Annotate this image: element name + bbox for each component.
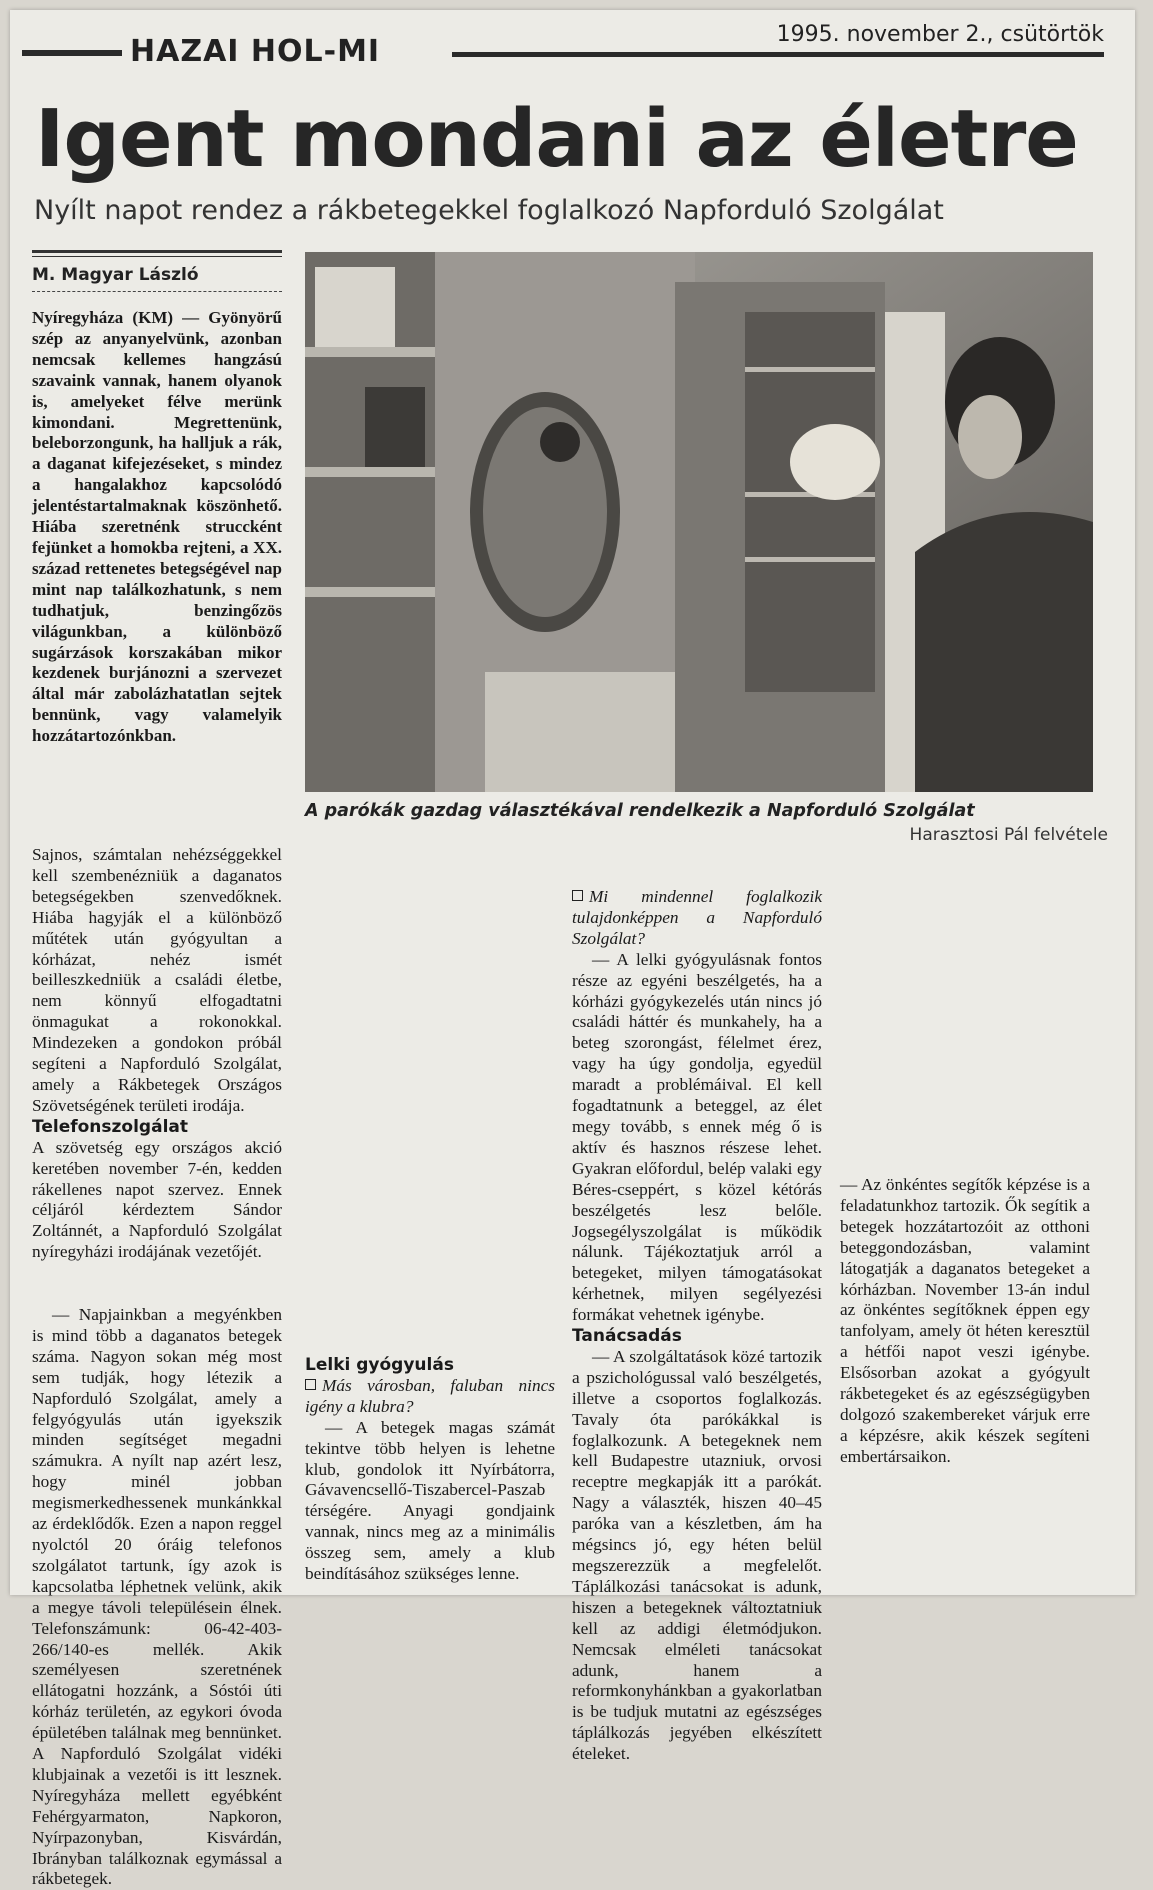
byline-block bbox=[32, 250, 282, 295]
section-bar bbox=[22, 22, 1104, 69]
column-1-continued bbox=[32, 1305, 282, 1889]
question-box-icon bbox=[572, 890, 583, 901]
col3-paragraph-1: — A lelki gyógyulásnak fontos része az egyéni beszélgetés, ha a kórházi gyógykezelés után nincs jó családi háttér és munkahely, ha a beteg szorongást, félelmet érez, vagy ha úgy gondolja, egyedül maradt a problémáival. El kell fogadtatnunk a beteggel, az élet megy tovább, s ennek még ő is aktív és hasznos részese lehet. Gyakran előfordul, belép valaki egy Béres-cseppért, s közel kétórás beszélgetés lesz belőle. Jogsegélyszolgálat is működik nálunk. Tájékoztatjuk arról a betegeket, milyen támogatásokat kérhetnek, milyen segélyezési formákat vehetnek igénybe. bbox=[572, 949, 822, 1325]
col4-paragraph-2: — Az önkéntes segítők képzése is a feladatunkhoz tartozik. Ők segítik a betegek hozzátartozóit az otthoni beteggondozásban, valamint látogatják a daganatos betegeket a kórházban. November 13-án indul az önkéntes segítőknek éppen egy tanfolyam, amely öt héten keresztül a hétfői napot veszi igénybe. Elsősorban azokat a gyógyult rákbetegeket és az egészségügyben dolgozó szakembereket várjuk erre a képzésre, akik készek segíteni embertársaikon. bbox=[840, 1175, 1090, 1466]
byline-rule-bottom bbox=[32, 291, 282, 295]
question-1-text: Más városban, faluban nincs igény a klubra? bbox=[305, 1375, 555, 1416]
col2-paragraph-1: — A betegek magas számát tekintve több helyen is lehetne klub, gondolok itt Nyírbátorra, Gávavencsellő-Tiszabercel-Paszab térségére. Anyagi gondjaink vannak, nincs meg az a minimális összeg sem, amely a klub beindításához szükséges lenne. bbox=[305, 1417, 555, 1584]
article-subheadline: Nyílt napot rendez a rákbetegekkel foglalkozó Napforduló Szolgálat bbox=[34, 195, 944, 226]
column-2 bbox=[305, 845, 555, 1585]
section-title: HAZAI HOL-MI bbox=[130, 34, 381, 69]
section-rule-right bbox=[452, 52, 1104, 57]
question-box-icon bbox=[305, 1379, 316, 1390]
photo-credit: Harasztosi Pál felvétele bbox=[909, 825, 1108, 845]
photo-caption: A parókák gazdag választékával rendelkezik a Napforduló Szolgálat bbox=[305, 801, 975, 821]
subhead-telefonszolgalat: Telefonszolgálat bbox=[32, 1116, 188, 1137]
lead-paragraph: Nyíregyháza (KM) — Gyönyörű szép az anyanyelvünk, azonban nemcsak kellemes hangzású szavaink vannak, hanem olyanok is, amelyeket félve merünk kimondani. Megrettenünk, beleborzongunk, ha halljuk a rák, a daganat kifejezéseket, s mindez a hangalakhoz kapcsolódó jelentéstartalmaknak köszönhető. Hiába szeretnénk struccként fejünket a homokba rejteni, a XX. század rettenetes betegségével nap mint nap találkozhatunk, s nem tudhatjuk, benzingőzös világunkban, a különböző sugárzások korszakában mikor kezdenek burjánozni a szervezet által már zabolázhatatlan sejtek bennünk, vagy valamelyik hozzátartozónkban. bbox=[32, 308, 282, 746]
subhead-tanacsadas: Tanácsadás bbox=[572, 1326, 682, 1347]
col1-paragraph-3: — Napjainkban a megyénkben is mind több a daganatos betegek száma. Nagyon sokan még most sem tudják, hogy létezik a Napforduló Szolgálat, amely a felgyógyulás után igyekszik minden segítséget megadni számukra. A nyílt nap azért lesz, hogy minél jobban megismerkedhessenek munkánkkal az érdeklődők. Ezen a napon reggel nyolctól 20 óráig telefonos szolgálatot tartunk, így azok is kapcsolatba léphetnek velünk, akik a megye távoli településein élnek. Telefonszámunk: 06-42-403-266/140-es mellék. Akik személyesen szeretnének ellátogatni hozzánk, a Sóstói úti kórház területén, az egykori óvoda épületében találnak meg bennünket. A Napforduló Szolgálat vidéki klubjainak a vezetői is itt lesznek. Nyíregyháza mellett egyébként Fehérgyarmaton, Napkoron, Nyírpazonyban, Kisvárdán, Ibrányban találkoznak egymással a rákbetegek. bbox=[32, 1305, 282, 1889]
col1-paragraph-2: A szövetség egy országos akció keretében november 7-én, kedden rákellenes napot szervez. Ennek céljáról kérdeztem Sándor Zoltánnét, a Napforduló Szolgálat nyíregyházi irodájának vezetőjét. bbox=[32, 1137, 282, 1262]
byline: M. Magyar László bbox=[32, 265, 199, 285]
question-2-text: Mi mindennel foglalkozik tulajdonképpen a Napforduló Szolgálat? bbox=[572, 887, 822, 948]
question-1 bbox=[305, 1376, 555, 1418]
column-3 bbox=[572, 845, 822, 1765]
column-4 bbox=[840, 845, 1090, 1468]
date-line: 1995. november 2., csütörtök bbox=[776, 22, 1104, 47]
question-2 bbox=[572, 887, 822, 950]
photo-illustration bbox=[305, 252, 1093, 792]
column-1 bbox=[32, 845, 282, 1263]
col1-paragraph-1: Sajnos, számtalan nehézséggekkel kell szembenézniük a daganatos betegségekben szenvedőknek. Hiába hagyják el a különböző műtétek után gyógyultan a kórházat, nehéz ismét beilleszkedniük a családi életbe, nem könnyű elfogadtatni önmagukat a rokonokkal. Mindezeken a gondokon próbál segíteni a Napforduló Szolgálat, amely a Rákbetegek Országos Szövetségének területi irodája. bbox=[32, 845, 282, 1115]
lead-column bbox=[32, 308, 282, 747]
col3-paragraph-2: — A szolgáltatások közé tartozik a pszichológussal való beszélgetés, illetve a csoportos foglalkozás. Tavaly óta parókákkal is foglalkozunk. A betegeknek nem kell Budapestre utazniuk, orvosi receptre megkapják itt a parókát. Nagy a választék, hiszen 40–45 paróka van a készletben, ám ha mégsincs jó, egy héten belül megszerezzük a megfelelőt. Táplálkozási tanácsokat is adunk, hiszen a betegeknek változtatniuk kell az addigi életmódjukon. Nemcsak elméleti tanácsokat adunk, hanem a reformkonyhánkban a gyakorlatban is be tudjuk mutatni az egészséges táplálkozás jegyében elkészített ételeket. bbox=[572, 1346, 822, 1764]
byline-rule-top bbox=[32, 250, 282, 257]
subhead-lelki-gyogyulas: Lelki gyógyulás bbox=[305, 1355, 454, 1375]
article-headline: Igent mondani az életre bbox=[35, 93, 1078, 185]
article-photo bbox=[305, 252, 1093, 792]
section-rule-left bbox=[22, 50, 122, 56]
